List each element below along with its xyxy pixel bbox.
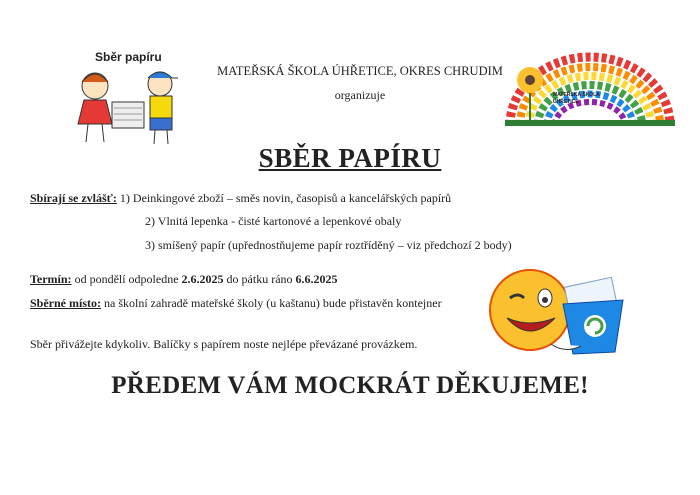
term-text1: od pondělí odpoledne: [74, 272, 179, 286]
logo-text-line1: MATEŘSKÁ ŠKOLA: [553, 92, 600, 98]
place-text: na školní zahradě mateřské školy (u kaštanu) bude přistavěn kontejner: [104, 296, 442, 310]
term-line: [30, 272, 338, 287]
place-label: Sběrné místo:: [30, 296, 101, 310]
organizes-text: organizuje: [334, 88, 386, 102]
term-date-to: 6.6.2025: [295, 272, 338, 286]
school-name: MATEŘSKÁ ŠKOLA ÚHŘETICE, OKRES CHRUDIM: [217, 64, 503, 78]
place-line: [30, 296, 442, 311]
children-with-papers-icon: [60, 64, 200, 146]
thanks-text: PŘEDEM VÁM MOCKRÁT DĚKUJEME!: [111, 372, 589, 399]
term-text2: do pátku ráno: [226, 272, 293, 286]
clipart-caption: Sběr papíru: [95, 50, 162, 64]
term-label: Termín:: [30, 272, 72, 286]
rainbow-handprints-icon: [500, 50, 680, 130]
school-logo: [500, 50, 680, 130]
term-date-from: 2.6.2025: [181, 272, 224, 286]
note-text: Sběr přivážejte kdykoliv. Balíčky s papírem noste nejlépe převázané provázkem.: [30, 337, 418, 351]
collected-item-2: 2) Vlnitá lepenka - čisté kartonové a lepenkové obaly: [145, 214, 402, 228]
collected-item-3: 3) smíšený papír (upřednostňujeme papír roztříděný – viz předchozí 2 body): [145, 238, 512, 252]
smiley-recycling-icon: [485, 262, 635, 367]
paper-collection-clipart: [60, 50, 200, 145]
logo-text-line2: ÚHŘETICE: [553, 99, 579, 105]
collected-label: Sbírají se zvlášť:: [30, 191, 117, 205]
page-title: SBĚR PAPÍRU: [258, 143, 442, 173]
collected-item-1: 1) Deinkingové zboží – směs novin, časopisů a kancelářských papírů: [119, 191, 452, 205]
